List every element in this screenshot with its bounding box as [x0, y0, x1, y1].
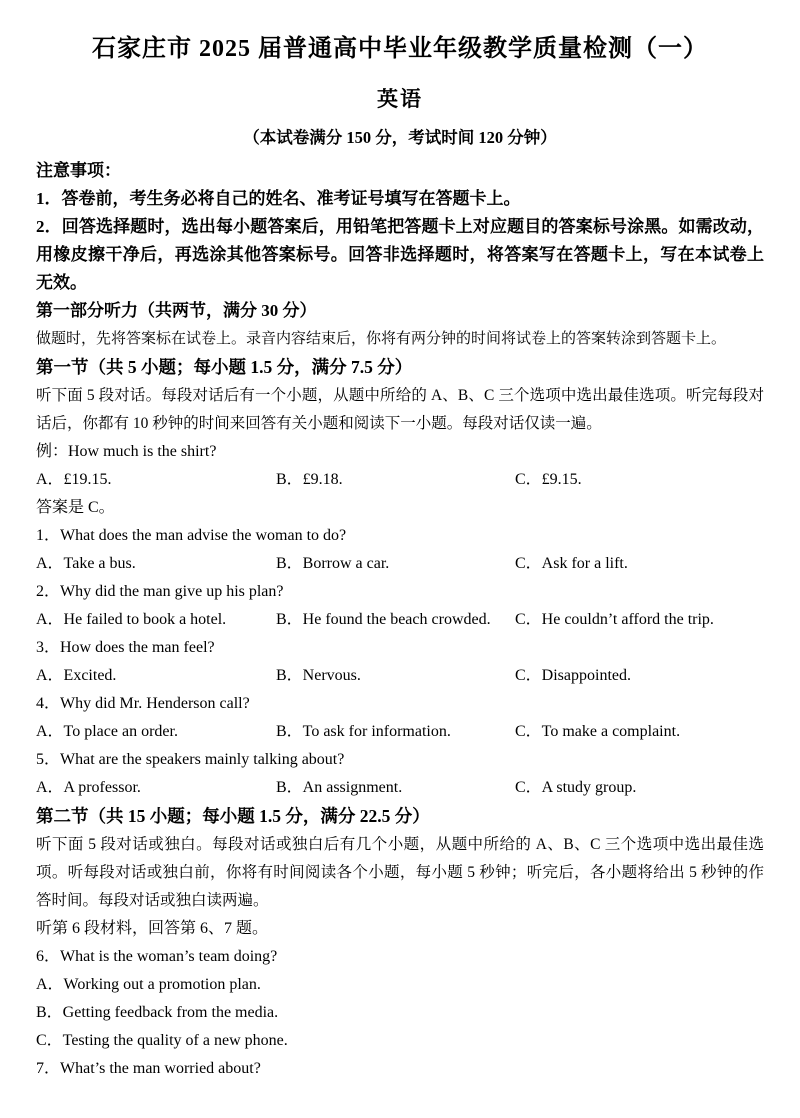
notice-heading: 注意事项：	[36, 161, 121, 180]
question-7: 7．What’s the man worried about?	[36, 1060, 261, 1077]
part1-note: 做题时，先将答案标在试卷上。录音内容结束后，你将有两分钟的时间将试卷上的答案转涂到答题卡上。	[36, 331, 727, 347]
q3-option-c: C．Disappointed.	[515, 667, 631, 684]
question-3-options-row	[36, 662, 764, 690]
section2-instruction: 听下面 5 段对话或独白。每段对话或独白后有几个小题，从题中所给的 A、B、C 三个选项中选出最佳选项。听每段对话或独白前，你将有时间阅读各个小题，每小题 5 秒钟；听完后，各小题将给出 5 秒钟的作答时间。每段对话或独白读两遍。	[36, 836, 764, 909]
question-6: 6．What is the woman’s team doing?	[36, 948, 278, 965]
q5-option-b: B．An assignment.	[276, 779, 403, 796]
example-answer: 答案是 C。	[36, 499, 115, 516]
q6-option-a: A．Working out a promotion plan.	[36, 976, 261, 993]
q2-option-b: B．He found the beach crowded.	[276, 611, 491, 628]
q2-option-a: A．He failed to book a hotel.	[36, 611, 227, 628]
q1-option-b: B．Borrow a car.	[276, 555, 390, 572]
material-note-6: 听第 6 段材料，回答第 6、7 题。	[36, 920, 269, 937]
question-2-options-row	[36, 606, 764, 634]
q3-option-a: A．Excited.	[36, 667, 117, 684]
q3-option-b: B．Nervous.	[276, 667, 361, 684]
q5-option-a: A．A professor.	[36, 779, 141, 796]
question-2: 2．Why did the man give up his plan?	[36, 583, 284, 600]
question-3: 3．How does the man feel?	[36, 639, 215, 656]
notice-item-1: 1．答卷前，考生务必将自己的姓名、准考证号填写在答题卡上。	[36, 189, 521, 208]
page-title: 石家庄市 2025 届普通高中毕业年级教学质量检测（一）	[92, 36, 708, 62]
subject-title: 英语	[377, 87, 423, 111]
section1-heading: 第一节（共 5 小题；每小题 1.5 分，满分 7.5 分）	[36, 357, 413, 377]
q6-option-b: B．Getting feedback from the media.	[36, 1004, 279, 1021]
example-option-a: A．£19.15.	[36, 471, 112, 488]
section1-instruction: 听下面 5 段对话。每段对话后有一个小题，从题中所给的 A、B、C 三个选项中选出最佳选项。听完每段对话后，你都有 10 秒钟的时间来回答有关小题和阅读下一小题。每段对话仅读一遍。	[36, 387, 764, 432]
section2-heading: 第二节（共 15 小题；每小题 1.5 分，满分 22.5 分）	[36, 806, 430, 826]
q4-option-c: C．To make a complaint.	[515, 723, 681, 740]
q4-option-a: A．To place an order.	[36, 723, 178, 740]
example-option-b: B．£9.18.	[276, 471, 343, 488]
question-1: 1．What does the man advise the woman to do?	[36, 527, 347, 544]
example-options-row	[36, 466, 764, 494]
question-4: 4．Why did Mr. Henderson call?	[36, 695, 250, 712]
exam-info: （本试卷满分 150 分，考试时间 120 分钟）	[243, 128, 557, 147]
q4-option-b: B．To ask for information.	[276, 723, 451, 740]
q1-option-c: C．Ask for a lift.	[515, 555, 628, 572]
example-option-c: C．£9.15.	[515, 471, 582, 488]
q1-option-a: A．Take a bus.	[36, 555, 136, 572]
question-4-options-row	[36, 718, 764, 746]
q2-option-c: C．He couldn’t afford the trip.	[515, 611, 714, 628]
question-5: 5．What are the speakers mainly talking about?	[36, 751, 345, 768]
notice-item-2: 2．回答选择题时，选出每小题答案后，用铅笔把答题卡上对应题目的答案标号涂黑。如需改动，用橡皮擦干净后，再选涂其他答案标号。回答非选择题时，将答案写在答题卡上，写在本试卷上无效。	[36, 217, 764, 292]
q5-option-c: C．A study group.	[515, 779, 637, 796]
q6-option-c: C．Testing the quality of a new phone.	[36, 1032, 288, 1049]
question-5-options-row	[36, 774, 764, 802]
part1-heading: 第一部分听力（共两节，满分 30 分）	[36, 301, 317, 320]
example-question: 例：How much is the shirt?	[36, 443, 217, 460]
question-1-options-row	[36, 550, 764, 578]
